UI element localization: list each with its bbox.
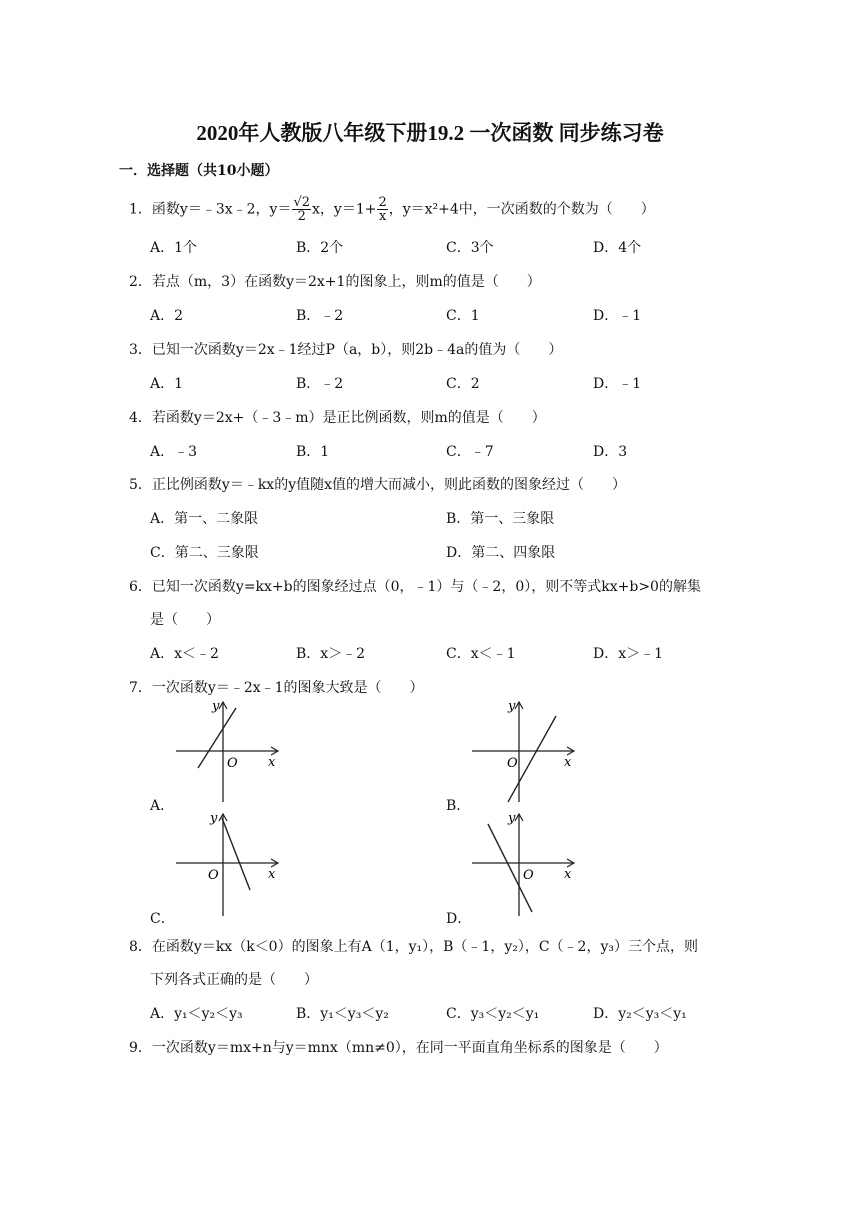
question-9: 9．一次函数y＝mx+n与y＝mnx（mn≠0），在同一平面直角坐标系的图象是（ ） [129, 1040, 668, 1056]
question-6-continued: 是（ ） [150, 612, 220, 628]
question-3: 3．已知一次函数y＝2x﹣1经过P（a，b），则2b﹣4a的值为（ ） [129, 342, 563, 358]
option-d[interactable]: D．﹣1 [593, 308, 642, 324]
q1-part: x，y＝1+ [312, 201, 377, 218]
option-c[interactable]: C．1 [446, 308, 480, 324]
option-a[interactable]: A． [150, 798, 175, 814]
question-7: 7．一次函数y＝﹣2x﹣1的图象大致是（ ） [129, 680, 424, 696]
question-4: 4．若函数y＝2x+（﹣3﹣m）是正比例函数，则m的值是（ ） [129, 410, 546, 426]
fraction-denominator: x [378, 209, 387, 224]
option-d[interactable]: D．3 [593, 444, 628, 460]
function-line [222, 818, 250, 890]
option-c[interactable]: C．y₃＜y₂＜y₁ [446, 1006, 540, 1022]
graph-d [466, 808, 582, 920]
graph-b [466, 696, 582, 808]
option-b[interactable]: B．1 [296, 444, 330, 460]
option-a[interactable]: A．2 [150, 308, 184, 324]
option-c[interactable]: C．3个 [446, 240, 494, 256]
question-1 [129, 196, 655, 223]
fraction [292, 196, 311, 223]
option-b[interactable]: B．2个 [296, 240, 344, 256]
option-c[interactable]: C．2 [446, 376, 480, 392]
y-label: y [508, 811, 516, 826]
option-b[interactable]: B． [446, 798, 471, 814]
x-label: x [268, 755, 276, 770]
origin-label: O [227, 756, 238, 771]
section-heading: 一．选择题（共10小题） [119, 163, 279, 179]
origin-label: O [523, 868, 534, 883]
origin-label: O [507, 756, 518, 771]
option-d[interactable]: D．x＞﹣1 [593, 646, 664, 662]
option-d[interactable]: D．﹣1 [593, 376, 642, 392]
page-title: 2020年人教版八年级下册19.2 一次函数 同步练习卷 [196, 121, 664, 145]
graph-c [170, 808, 286, 920]
fraction-numerator: √2 [293, 195, 311, 210]
q1-part: 1． [129, 201, 152, 218]
option-b[interactable]: B．﹣2 [296, 308, 344, 324]
option-b[interactable]: B．y₁＜y₃＜y₂ [296, 1006, 389, 1022]
option-c[interactable]: C．x＜﹣1 [446, 646, 516, 662]
x-label: x [564, 867, 572, 882]
option-c[interactable]: C．﹣7 [446, 444, 494, 460]
option-c[interactable]: C． [150, 911, 175, 927]
fraction-numerator: 2 [378, 195, 387, 210]
x-label: x [564, 755, 572, 770]
origin-label: O [208, 868, 219, 883]
option-c[interactable]: C．第二、三象限 [150, 545, 259, 561]
option-b[interactable]: B．﹣2 [296, 376, 344, 392]
y-label: y [210, 811, 218, 826]
y-label: y [212, 699, 220, 714]
x-label: x [268, 867, 276, 882]
option-b[interactable]: B．第一、三象限 [446, 511, 555, 527]
q1-part: y＝﹣3x﹣2，y＝ [179, 201, 292, 218]
option-a[interactable]: A．第一、二象限 [150, 511, 259, 527]
option-a[interactable]: A．1 [150, 376, 184, 392]
option-a[interactable]: A．x＜﹣2 [150, 646, 219, 662]
question-8: 8．在函数y＝kx（k＜0）的图象上有A（1，y₁），B（﹣1，y₂），C（﹣2，y₃）三个点，则 [129, 939, 698, 955]
fraction [377, 196, 387, 223]
q1-part: ，y＝x²+4中，一次函数的个数为（ ） [388, 201, 655, 218]
question-5: 5．正比例函数y＝﹣kx的y值随x值的增大而减小，则此函数的图象经过（ ） [129, 477, 626, 493]
q1-part: 函数 [151, 201, 180, 218]
option-d[interactable]: D．4个 [593, 240, 642, 256]
question-8-continued: 下列各式正确的是（ ） [150, 972, 318, 988]
option-a[interactable]: A．1个 [150, 240, 198, 256]
option-a[interactable]: A．﹣3 [150, 444, 198, 460]
graph-a [170, 696, 286, 808]
fraction-denominator: 2 [297, 209, 306, 224]
question-6: 6．已知一次函数y=kx+b的图象经过点（0，﹣1）与（﹣2，0），则不等式kx+b>0的解集 [129, 579, 701, 595]
y-label: y [508, 699, 516, 714]
option-b[interactable]: B．x＞﹣2 [296, 646, 366, 662]
question-2: 2．若点（m，3）在函数y＝2x+1的图象上，则m的值是（ ） [129, 274, 541, 290]
option-d[interactable]: D．y₂＜y₃＜y₁ [593, 1006, 687, 1022]
option-d[interactable]: D．第二、四象限 [446, 545, 556, 561]
option-a[interactable]: A．y₁＜y₂＜y₃ [150, 1006, 243, 1022]
option-d[interactable]: D． [446, 911, 472, 927]
